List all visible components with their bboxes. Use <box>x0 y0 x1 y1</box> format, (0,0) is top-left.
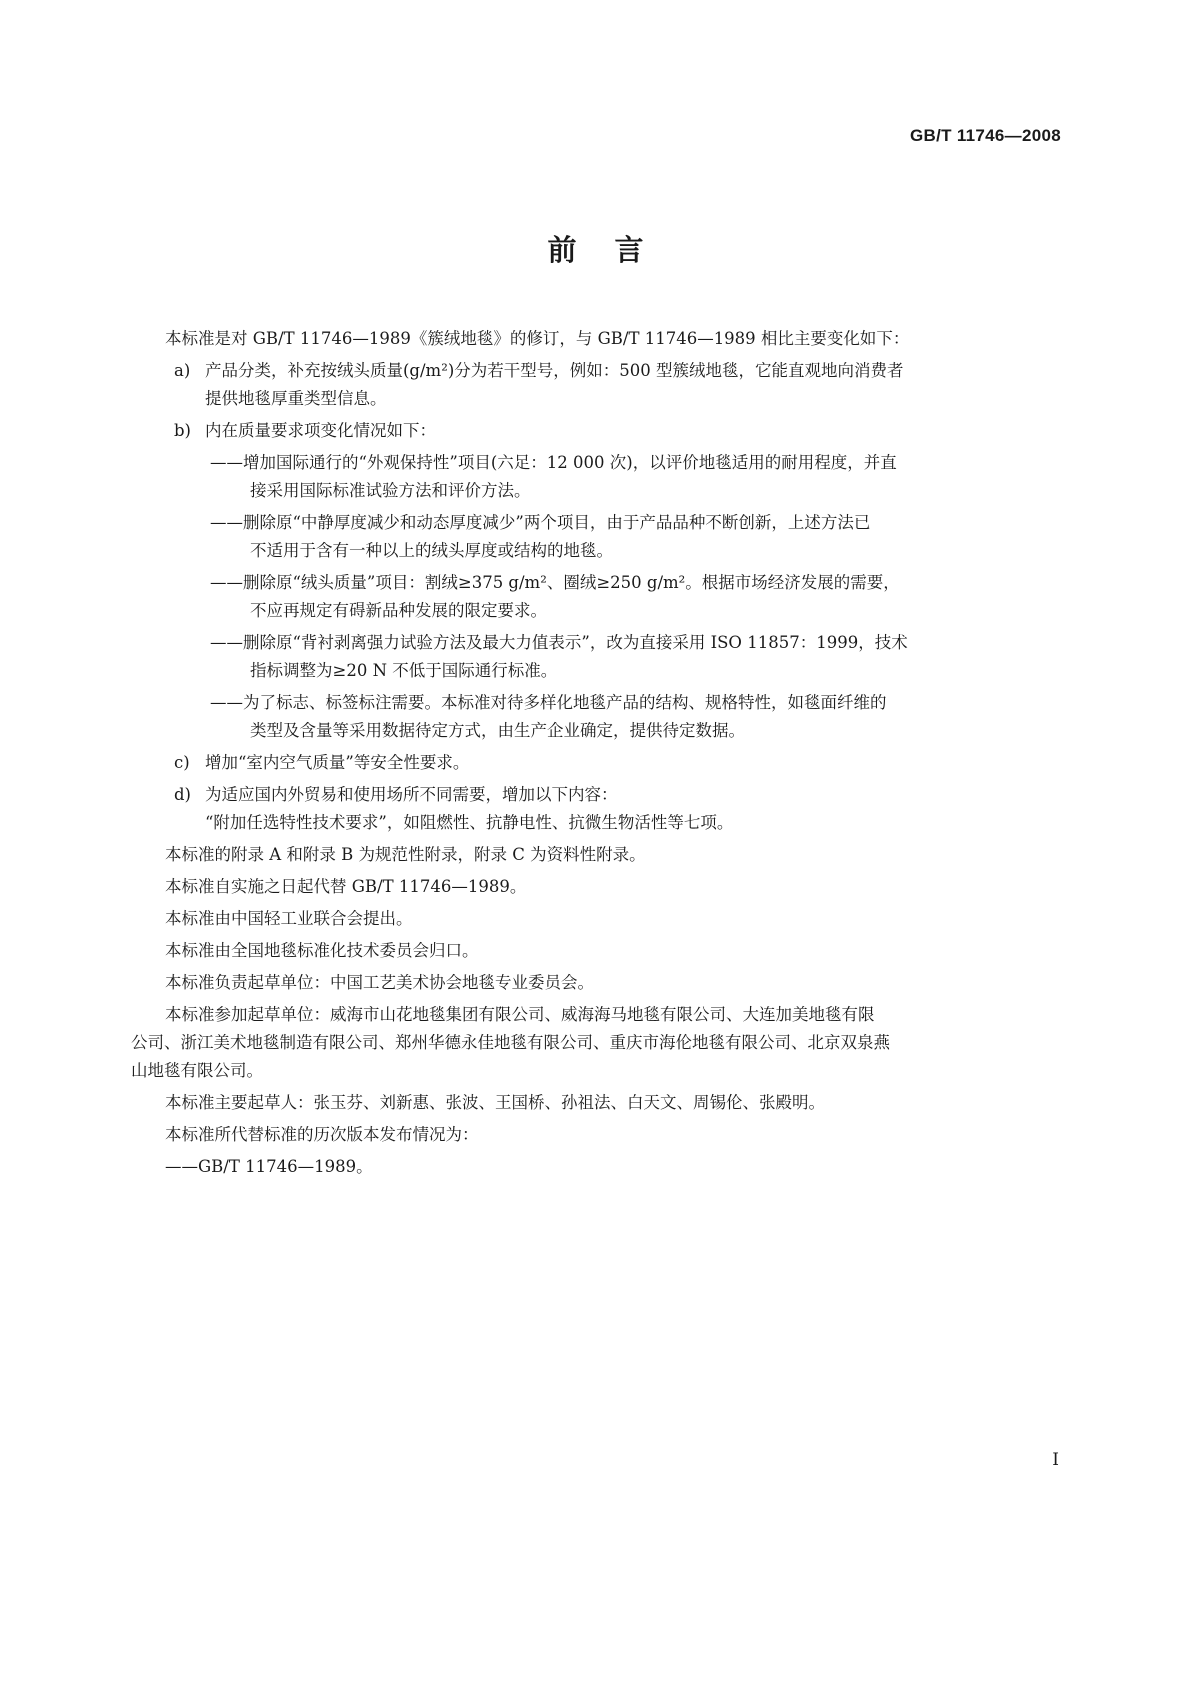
paragraph-centralized: 本标准由全国地毯标准化技术委员会归口。 <box>165 941 479 960</box>
item-label: c) <box>174 753 190 772</box>
document-body <box>0 325 1191 1181</box>
item-text: 增加“室内空气质量”等安全性要求。 <box>205 753 470 772</box>
paragraph-participating-cont: 公司、浙江美术地毯制造有限公司、郑州华德永佳地毯有限公司、重庆市海伦地毯有限公司、北京双泉燕 <box>131 1033 890 1052</box>
page-number: I <box>1052 1450 1059 1470</box>
list-item-c <box>174 749 1061 777</box>
paragraph-appendix: 本标准的附录 A 和附录 B 为规范性附录，附录 C 为资料性附录。 <box>165 845 646 864</box>
dash-item: ——删除原“中静厚度减少和动态厚度减少”两个项目，由于产品品种不断创新，上述方法已 <box>210 513 871 532</box>
dash-item-cont: 指标调整为≥20 N 不低于国际通行标准。 <box>250 661 558 680</box>
paragraph-history-item: ——GB/T 11746—1989。 <box>165 1157 373 1176</box>
dash-item: ——删除原“绒头质量”项目：割绒≥375 g/m²、圈绒≥250 g/m²。根据市场经济发展的需要， <box>210 573 900 592</box>
standard-number: GB/T 11746—2008 <box>910 126 1061 145</box>
list-item-a-cont: 提供地毯厚重类型信息。 <box>205 389 387 408</box>
list-item-a <box>174 357 1061 385</box>
paragraph-history-intro: 本标准所代替标准的历次版本发布情况为： <box>165 1125 479 1144</box>
paragraph-participating-cont: 山地毯有限公司。 <box>131 1061 263 1080</box>
dash-item-cont: 接采用国际标准试验方法和评价方法。 <box>250 481 531 500</box>
paragraph-participating: 本标准参加起草单位：威海市山花地毯集团有限公司、威海海马地毯有限公司、大连加美地毯有限 <box>165 1005 875 1024</box>
dash-item-cont: 类型及含量等采用数据待定方式，由生产企业确定，提供待定数据。 <box>250 721 745 740</box>
paragraph-proposed: 本标准由中国轻工业联合会提出。 <box>165 909 413 928</box>
item-label: d) <box>174 785 191 804</box>
paragraph-drafters: 本标准主要起草人：张玉芬、刘新惠、张波、王国桥、孙祖法、白天文、周锡伦、张殿明。 <box>165 1093 825 1112</box>
item-text: 内在质量要求项变化情况如下： <box>205 421 436 440</box>
item-text: 产品分类，补充按绒头质量(g/m²)分为若干型号，例如：500 型簇绒地毯，它能直观地向消费者 <box>205 361 904 380</box>
dash-item-cont: 不适用于含有一种以上的绒头厚度或结构的地毯。 <box>250 541 613 560</box>
dash-item: ——删除原“背衬剥离强力试验方法及最大力值表示”，改为直接采用 ISO 11857：1999，技术 <box>210 633 908 652</box>
dash-item-cont: 不应再规定有碍新品种发展的限定要求。 <box>250 601 547 620</box>
page-title: 前言 <box>547 233 682 267</box>
paragraph-replaces: 本标准自实施之日起代替 GB/T 11746—1989。 <box>165 877 527 896</box>
item-text: 为适应国内外贸易和使用场所不同需要，增加以下内容： <box>205 785 618 804</box>
item-label: a) <box>174 361 191 380</box>
list-item-d-sub: “附加任选特性技术要求”，如阻燃性、抗静电性、抗微生物活性等七项。 <box>205 813 734 832</box>
dash-item: ——增加国际通行的“外观保持性”项目(六足：12 000 次)，以评价地毯适用的耐用程度，并直 <box>210 453 897 472</box>
paragraph-responsible: 本标准负责起草单位：中国工艺美术协会地毯专业委员会。 <box>165 973 594 992</box>
list-item-b <box>174 417 1061 445</box>
list-item-d <box>174 781 1061 809</box>
item-label: b) <box>174 421 191 440</box>
intro-paragraph: 本标准是对 GB/T 11746—1989《簇绒地毯》的修订，与 GB/T 11746—1989 相比主要变化如下： <box>165 329 910 348</box>
dash-item: ——为了标志、标签标注需要。本标准对待多样化地毯产品的结构、规格特性，如毯面纤维的 <box>210 693 887 712</box>
